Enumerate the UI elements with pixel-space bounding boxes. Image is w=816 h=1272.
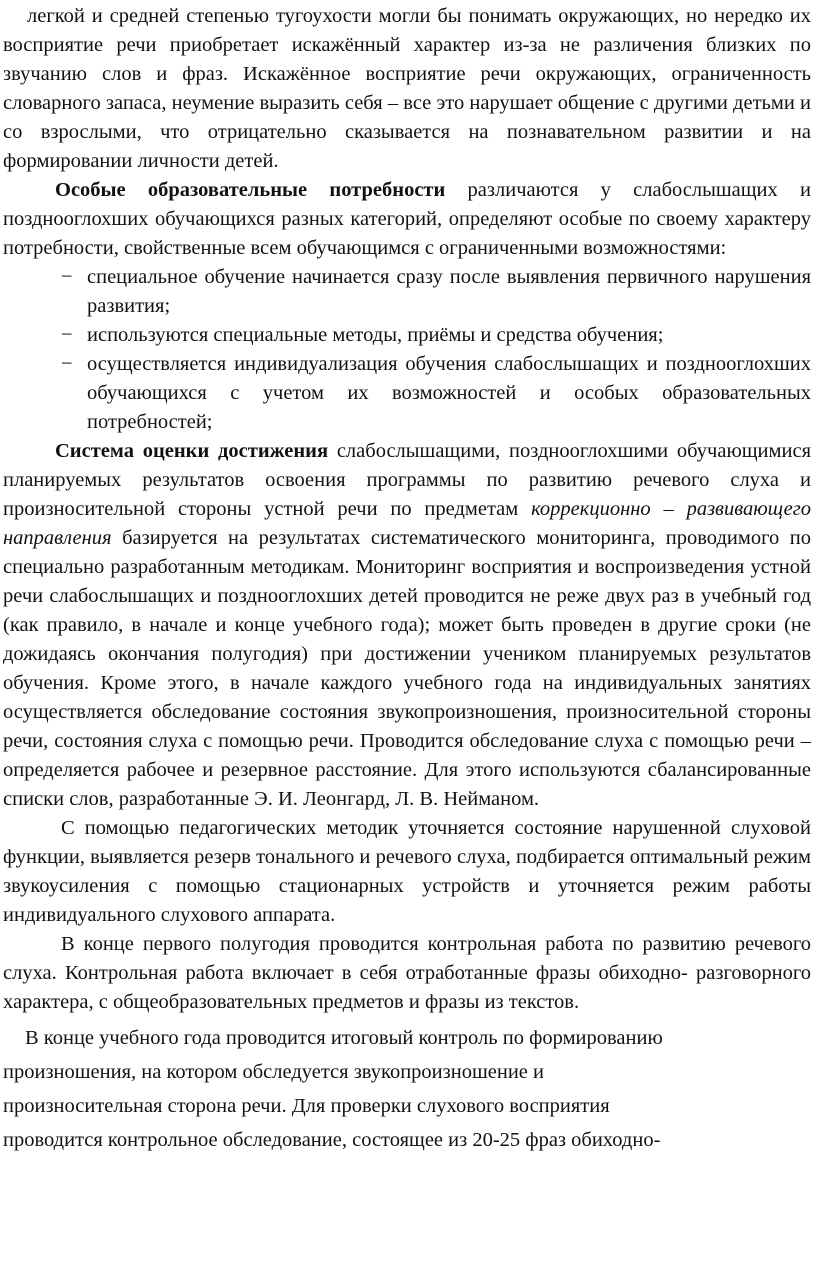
paragraph-special-needs-text: различаются у слабослышащих и позднооглохших обучающихся разных категорий, определяют особые по своему характеру потребности, свойственные всем обучающимся с ограниченными возможностями: — [3, 179, 811, 259]
paragraph-pedagogical-methods: С помощью педагогических методик уточняется состояние нарушенной слуховой функции, выявляется резерв тонального и речевого слуха, подбирается оптимальный режим звукоусиления с помощью стационарных устройств и уточняется режим работы индивидуального слухового аппарата. — [3, 817, 811, 926]
final-control-line: В конце учебного года проводится итоговый контроль по формированию — [25, 1027, 663, 1049]
list-item: − специальное обучение начинается сразу после выявления первичного нарушения развития; — [87, 263, 811, 321]
needs-list — [3, 263, 811, 437]
final-control-line: произносительная сторона речи. Для проверки слухового восприятия — [3, 1095, 610, 1117]
paragraph-final-control — [3, 1021, 811, 1157]
paragraph-first-semester-test: В конце первого полугодия проводится контрольная работа по развитию речевого слуха. Контрольная работа включает в себя отработанные фразы обиходно- разговорного характера, с общеобразовательных предметов и фразы из текстов. — [3, 933, 811, 1013]
list-item: − осуществляется индивидуализация обучения слабослышащих и позднооглохших обучающихся с учетом их возможностей и особых образовательных потребностей; — [87, 350, 811, 437]
final-control-line: проводится контрольное обследование, состоящее из 20-25 фраз обиходно- — [3, 1129, 661, 1151]
italic-term-correction: коррекционно – развивающего направления — [3, 498, 812, 549]
list-item: − используются специальные методы, приёмы и средства обучения; — [87, 321, 811, 350]
bold-term-special-needs: Особые образовательные потребности — [55, 179, 446, 201]
paragraph-assessment-text-1: слабослышащими, позднооглохшими обучающимися планируемых результатов освоения программы по развитию речевого слуха и произносительной стороны устной речи по предметам — [3, 440, 812, 520]
paragraph-hearing-perception: легкой и средней степенью тугоухости могли бы понимать окружающих, но нередко их восприятие речи приобретает искажённый характер из-за не различения близких по звучанию слов и фраз. Искажённое восприятие речи окружающих, ограниченность словарного запаса, неумение выразить себя – все это нарушает общение с другими детьми и со взрослыми, что отрицательно сказывается на познавательном развитии и на формировании личности детей. — [3, 5, 811, 172]
paragraph-special-needs — [3, 176, 811, 263]
paragraph-assessment-system — [3, 437, 811, 814]
paragraph-assessment-text-2: базируется на результатах систематического мониторинга, проводимого по специально разработанным методикам. Мониторинг восприятия и воспроизведения устной речи слабослышащих и позднооглохших детей проводится не реже двух раз в учебный год (как правило, в начале и конце учебного года); может быть проведен в другие сроки (не дожидаясь окончания полугодия) при достижении учеником планируемых результатов обучения. Кроме этого, в начале каждого учебного года на индивидуальных занятиях осуществляется обследование состояния звукопроизношения, произносительной стороны речи, состояния слуха с помощью речи. Проводится обследование слуха с помощью речи – определяется рабочее и резервное расстояние. Для этого используются сбалансированные списки слов, разработанные Э. И. Леонгард, Л. В. Нейманом. — [3, 527, 811, 810]
final-control-line: произношения, на котором обследуется звукопроизношение и — [3, 1061, 544, 1083]
bold-term-assessment-system: Система оценки достижения — [55, 440, 329, 462]
